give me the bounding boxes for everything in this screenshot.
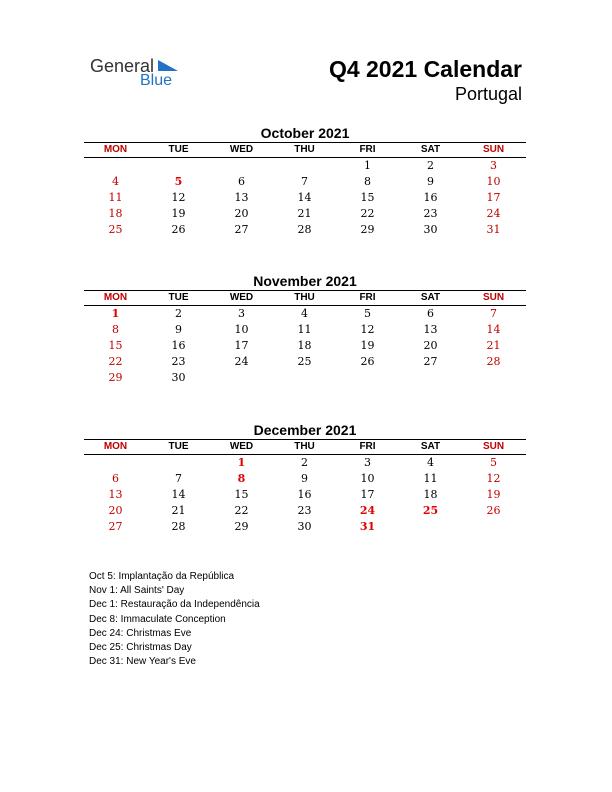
weekday-label: THU bbox=[294, 292, 315, 303]
day-cell: 21 bbox=[486, 339, 501, 352]
day-cell: 15 bbox=[234, 488, 249, 501]
weekday-label: TUE bbox=[168, 292, 189, 303]
weekday-label: FRI bbox=[359, 292, 376, 303]
holiday-note: Dec 1: Restauração da Independência bbox=[89, 599, 260, 611]
holiday-note: Dec 24: Christmas Eve bbox=[89, 627, 192, 639]
day-cell: 26 bbox=[486, 504, 501, 517]
day-cell: 31 bbox=[486, 223, 501, 236]
day-cell: 21 bbox=[297, 207, 312, 220]
day-cell: 29 bbox=[360, 223, 375, 236]
day-cell: 8 bbox=[112, 323, 119, 336]
month-title: December 2021 bbox=[253, 422, 357, 438]
day-cell: 6 bbox=[238, 175, 245, 188]
day-cell: 7 bbox=[175, 472, 182, 485]
day-cell: 24 bbox=[359, 504, 376, 517]
day-cell: 1 bbox=[111, 307, 120, 320]
month-title: October 2021 bbox=[260, 125, 350, 141]
empty-cell bbox=[147, 158, 210, 174]
holiday-note: Nov 1: All Saints' Day bbox=[89, 585, 185, 597]
day-cell: 14 bbox=[297, 191, 312, 204]
day-cell: 9 bbox=[175, 323, 182, 336]
day-cell: 25 bbox=[422, 504, 439, 517]
day-cell: 14 bbox=[486, 323, 501, 336]
weekday-label: WED bbox=[229, 144, 254, 155]
day-cell: 26 bbox=[171, 223, 186, 236]
day-cell: 22 bbox=[360, 207, 375, 220]
day-cell: 13 bbox=[108, 488, 123, 501]
day-cell: 22 bbox=[108, 355, 123, 368]
day-cell: 15 bbox=[360, 191, 375, 204]
weekday-label: TUE bbox=[168, 144, 189, 155]
day-cell: 17 bbox=[234, 339, 249, 352]
empty-cell bbox=[399, 370, 462, 386]
day-cell: 1 bbox=[237, 456, 246, 469]
weekday-label: SUN bbox=[482, 144, 505, 155]
logo-general-text: General bbox=[90, 56, 155, 76]
day-cell: 30 bbox=[423, 223, 438, 236]
day-cell: 16 bbox=[297, 488, 312, 501]
day-cell: 11 bbox=[297, 323, 312, 336]
day-cell: 9 bbox=[301, 472, 308, 485]
day-cell: 22 bbox=[234, 504, 249, 517]
day-cell: 18 bbox=[297, 339, 312, 352]
day-cell: 11 bbox=[423, 472, 438, 485]
holiday-note: Dec 31: New Year's Eve bbox=[89, 656, 196, 668]
month-december bbox=[84, 421, 526, 535]
empty-cell bbox=[84, 455, 147, 471]
day-cell: 10 bbox=[486, 175, 501, 188]
logo bbox=[90, 56, 200, 96]
weekday-header bbox=[84, 142, 526, 158]
weekday-label: MON bbox=[103, 292, 128, 303]
day-cell: 12 bbox=[360, 323, 375, 336]
day-cell: 28 bbox=[486, 355, 501, 368]
day-cell: 2 bbox=[427, 159, 434, 172]
logo-blue-text: Blue bbox=[140, 72, 173, 89]
weekday-header bbox=[84, 290, 526, 306]
day-cell: 27 bbox=[108, 520, 123, 533]
day-cell: 23 bbox=[423, 207, 438, 220]
day-cell: 25 bbox=[297, 355, 312, 368]
month-november bbox=[84, 272, 526, 386]
page-subtitle: Portugal bbox=[454, 84, 522, 104]
empty-cell bbox=[399, 519, 462, 535]
day-cell: 4 bbox=[301, 307, 308, 320]
day-cell: 12 bbox=[486, 472, 501, 485]
day-cell: 6 bbox=[112, 472, 119, 485]
day-cell: 17 bbox=[486, 191, 501, 204]
day-cell: 31 bbox=[359, 520, 376, 533]
weekday-label: THU bbox=[294, 144, 315, 155]
weekday-label: MON bbox=[103, 441, 128, 452]
day-cell: 8 bbox=[237, 472, 246, 485]
day-cell: 6 bbox=[427, 307, 434, 320]
day-cell: 10 bbox=[360, 472, 375, 485]
day-cell: 24 bbox=[234, 355, 249, 368]
day-cell: 2 bbox=[175, 307, 182, 320]
day-cell: 3 bbox=[238, 307, 245, 320]
weekday-label: FRI bbox=[359, 144, 376, 155]
day-cell: 20 bbox=[423, 339, 438, 352]
empty-cell bbox=[336, 370, 399, 386]
day-cell: 11 bbox=[108, 191, 123, 204]
empty-cell bbox=[84, 158, 147, 174]
holiday-note: Dec 25: Christmas Day bbox=[89, 642, 192, 654]
day-cell: 3 bbox=[490, 159, 497, 172]
day-cell: 4 bbox=[112, 175, 119, 188]
empty-cell bbox=[210, 370, 273, 386]
holiday-notes bbox=[89, 570, 260, 669]
day-cell: 10 bbox=[234, 323, 249, 336]
weekday-label: WED bbox=[229, 441, 254, 452]
month-title: November 2021 bbox=[253, 273, 357, 289]
day-cell: 18 bbox=[423, 488, 438, 501]
day-cell: 12 bbox=[171, 191, 186, 204]
day-cell: 23 bbox=[297, 504, 312, 517]
day-cell: 5 bbox=[174, 175, 183, 188]
empty-cell bbox=[210, 158, 273, 174]
day-cell: 15 bbox=[108, 339, 123, 352]
day-cell: 28 bbox=[297, 223, 312, 236]
day-cell: 13 bbox=[423, 323, 438, 336]
weekday-label: MON bbox=[103, 144, 128, 155]
day-cell: 23 bbox=[171, 355, 186, 368]
logo-triangle-icon bbox=[158, 60, 178, 71]
day-cell: 28 bbox=[171, 520, 186, 533]
day-cell: 7 bbox=[301, 175, 308, 188]
day-cell: 29 bbox=[108, 371, 123, 384]
weekday-label: SUN bbox=[482, 292, 505, 303]
month-october bbox=[84, 124, 526, 238]
day-cell: 3 bbox=[364, 456, 371, 469]
day-cell: 5 bbox=[364, 307, 371, 320]
day-grid bbox=[84, 455, 526, 535]
day-cell: 26 bbox=[360, 355, 375, 368]
day-cell: 27 bbox=[234, 223, 249, 236]
weekday-label: SAT bbox=[420, 292, 441, 303]
day-cell: 19 bbox=[360, 339, 375, 352]
day-cell: 16 bbox=[171, 339, 186, 352]
day-cell: 5 bbox=[490, 456, 497, 469]
day-cell: 17 bbox=[360, 488, 375, 501]
day-cell: 16 bbox=[423, 191, 438, 204]
day-cell: 25 bbox=[108, 223, 123, 236]
day-cell: 18 bbox=[108, 207, 123, 220]
weekday-label: SAT bbox=[420, 144, 441, 155]
empty-cell bbox=[147, 455, 210, 471]
weekday-label: THU bbox=[294, 441, 315, 452]
day-cell: 2 bbox=[301, 456, 308, 469]
day-cell: 27 bbox=[423, 355, 438, 368]
day-cell: 7 bbox=[490, 307, 497, 320]
empty-cell bbox=[462, 519, 525, 535]
day-grid bbox=[84, 306, 526, 386]
day-cell: 4 bbox=[427, 456, 434, 469]
empty-cell bbox=[462, 370, 525, 386]
day-cell: 20 bbox=[234, 207, 249, 220]
day-grid bbox=[84, 158, 526, 238]
weekday-label: SUN bbox=[482, 441, 505, 452]
empty-cell bbox=[273, 370, 336, 386]
day-cell: 14 bbox=[171, 488, 186, 501]
weekday-label: FRI bbox=[359, 441, 376, 452]
holiday-note: Dec 8: Immaculate Conception bbox=[89, 613, 226, 625]
day-cell: 9 bbox=[427, 175, 434, 188]
day-cell: 8 bbox=[364, 175, 371, 188]
day-cell: 20 bbox=[108, 504, 123, 517]
day-cell: 13 bbox=[234, 191, 249, 204]
day-cell: 30 bbox=[171, 371, 186, 384]
holiday-note: Oct 5: Implantação da República bbox=[89, 571, 235, 582]
day-cell: 19 bbox=[171, 207, 186, 220]
day-cell: 24 bbox=[486, 207, 501, 220]
day-cell: 30 bbox=[297, 520, 312, 533]
empty-cell bbox=[273, 158, 336, 174]
weekday-label: WED bbox=[229, 292, 254, 303]
page-title: Q4 2021 Calendar bbox=[328, 56, 522, 82]
day-cell: 21 bbox=[171, 504, 186, 517]
day-cell: 29 bbox=[234, 520, 249, 533]
weekday-label: SAT bbox=[420, 441, 441, 452]
day-cell: 19 bbox=[486, 488, 501, 501]
day-cell: 1 bbox=[364, 159, 371, 172]
weekday-header bbox=[84, 439, 526, 455]
weekday-label: TUE bbox=[168, 441, 189, 452]
